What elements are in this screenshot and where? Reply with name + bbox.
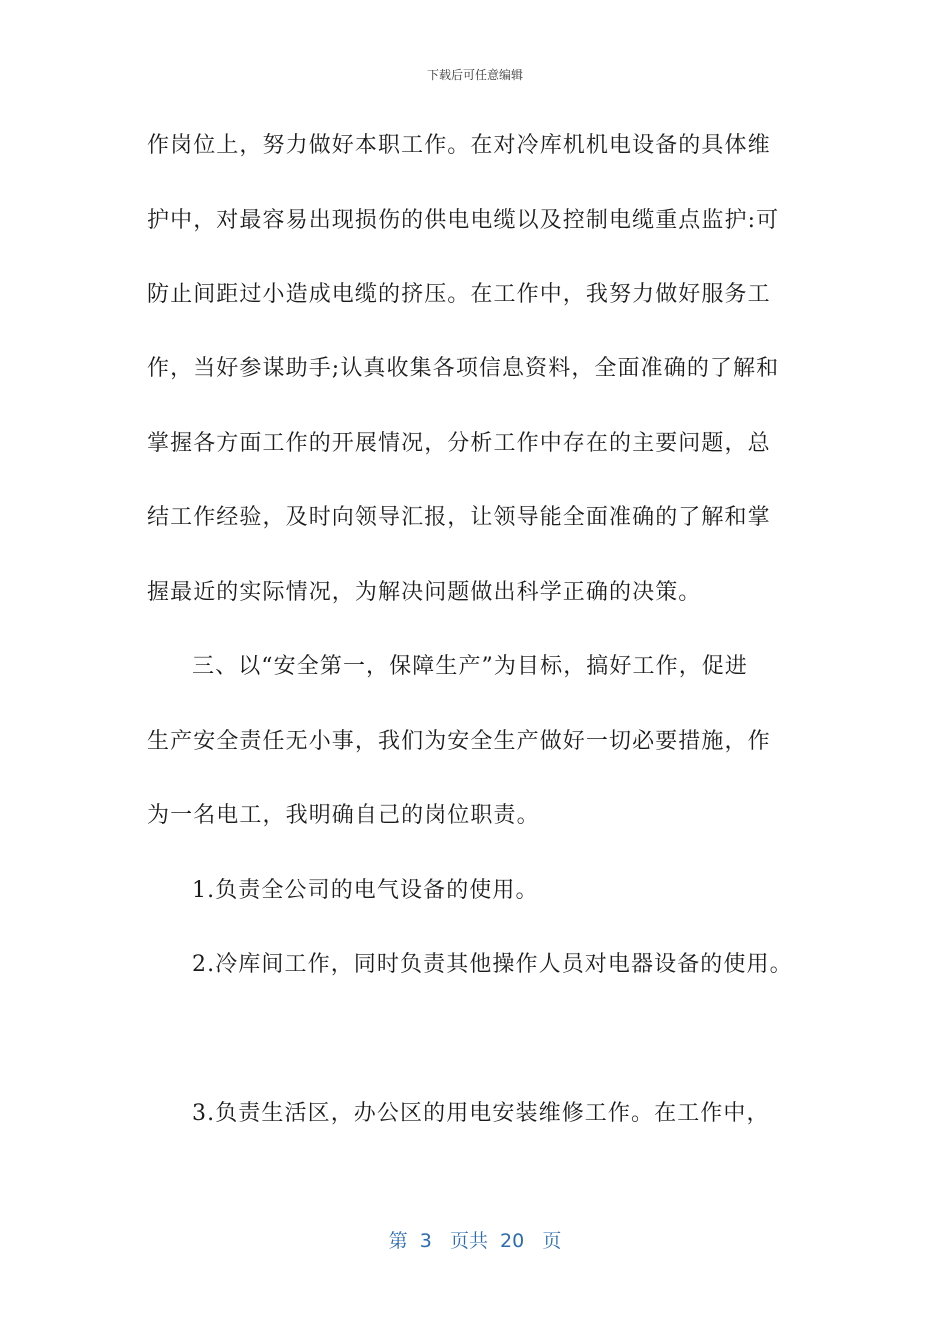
page-number: 第 3 页共 20 页 — [388, 1230, 562, 1252]
text-line: 为一名电工，我明确自己的岗位职责。 — [147, 803, 540, 828]
text-line: 作岗位上，努力做好本职工作。在对冷库机机电设备的具体维 — [147, 133, 771, 158]
text-line: 掌握各方面工作的开展情况，分析工作中存在的主要问题，总 — [147, 431, 771, 456]
text-line: 护中，对最容易出现损伤的供电电缆以及控制电缆重点监护:可 — [147, 208, 780, 233]
text-line: 作，当好参谋助手;认真收集各项信息资料，全面准确的了解和 — [147, 356, 780, 381]
section-heading-line: 三、以“安全第一，保障生产”为目标，搞好工作，促进 — [192, 654, 748, 679]
list-item: 3.负责生活区，办公区的用电安装维修工作。在工作中， — [192, 1101, 770, 1126]
header-note: 下载后可任意编辑 — [426, 68, 523, 82]
text-line: 防止间距过小造成电缆的挤压。在工作中，我努力做好服务工 — [147, 282, 771, 307]
text-line: 生产安全责任无小事，我们为安全生产做好一切必要措施，作 — [147, 729, 771, 754]
list-item: 2.冷库间工作，同时负责其他操作人员对电器设备的使用。 — [192, 952, 793, 977]
list-item: 1.负责全公司的电气设备的使用。 — [192, 878, 539, 903]
text-line: 握最近的实际情况，为解决问题做出科学正确的决策。 — [147, 580, 702, 605]
text-line: 结工作经验，及时向领导汇报，让领导能全面准确的了解和掌 — [147, 505, 771, 530]
